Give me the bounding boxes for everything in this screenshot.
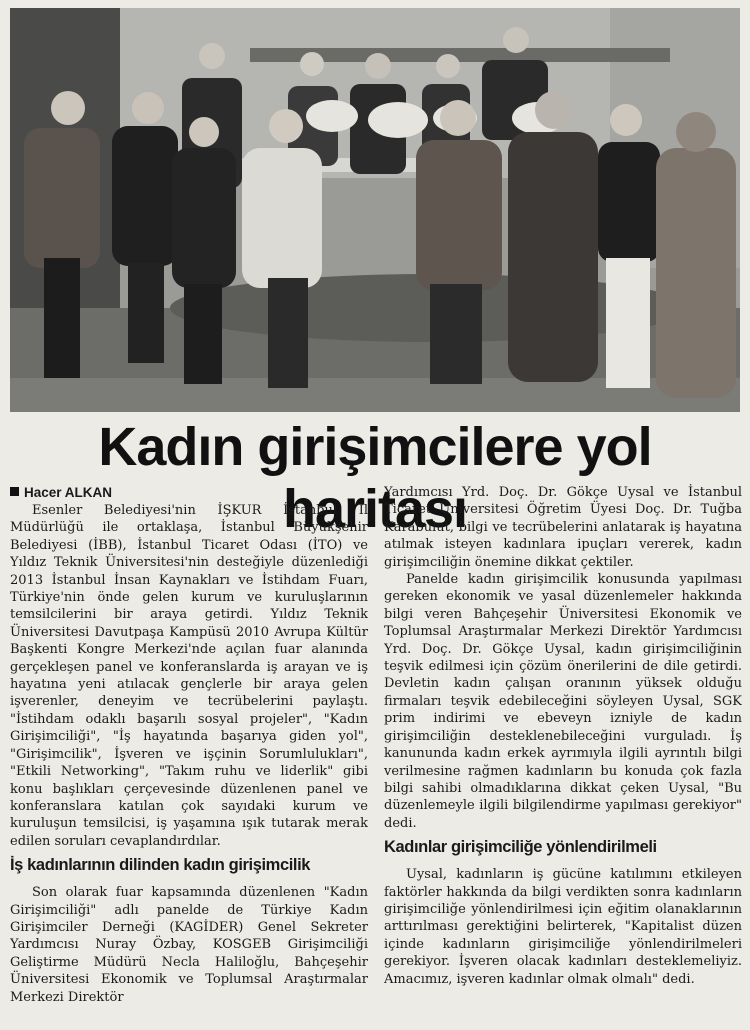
- left-column: [10, 484, 368, 1024]
- right-subheading: Kadınlar girişimciliğe yönlendirilmeli: [384, 838, 657, 857]
- right-paragraph-1: Yardımcısı Yrd. Doç. Dr. Gökçe Uysal ve İstanbul Ticaret Üniversitesi Öğretim Üyesi Doç. Dr. Tuğba Karabulut, bilgi ve tecrübelerini anlatarak iş hayatına atılmak isteyen kadınlara ipuçları vererek, kadın girişimciliğin önemine dikkat çektiler.: [384, 485, 742, 570]
- left-paragraph-2: Son olarak fuar kapsamında düzenlenen "Kadın Girişimciliği" adlı panelde de Türkiye Kadın Girişimciler Derneği (KAGİDER) Genel Sekreter Yardımcısı Nuray Özbay, KOSGEB Girişimciliği Geliştirme Müdürü Necla Haliloğlu, Bahçeşehir Üniversitesi Ekonomik ve Toplumsal Araştırmalar Merkezi Direktör: [10, 885, 368, 1005]
- group-photo: [10, 8, 740, 412]
- author-name: Hacer ALKAN: [24, 485, 113, 500]
- byline: [10, 484, 368, 502]
- right-paragraph-2: Panelde kadın girişimcilik konusunda yapılması gereken ekonomik ve yasal düzenlemeler hakkında bilgi veren Bahçeşehir Üniversitesi Ekonomik ve Toplumsal Araştırmalar Merkezi Direktör Yardımcısı Yrd. Doç. Dr. Gökçe Uysal, kadın girişimciliğinin teşvik edilmesi için çözüm önerilerini de dile getirdi. Devletin kadın çalışan oranının yüksek olduğu firmaları teşvik edebileceğini söyleyen Uysal, SGK prim indirimi ve ebeveyn izniyle de kadın girişimciliğin desteklenebileceğini vurguladı. İş kanununda kadın erkek ayrımıyla ilgili ayrıntılı bilgi verilmesine rağmen kadınların bu konuda çok fazla bilgi sahibi olmadıklarına dikkat çeken Uysal, "Bu düzenlemeyle ilgili bilgilendirme yapılması gerekiyor" dedi.: [384, 572, 742, 831]
- right-column: [384, 484, 742, 1024]
- byline-square-icon: [10, 487, 19, 496]
- left-subheading: İş kadınlarının dilinden kadın girişimcilik: [10, 856, 311, 875]
- left-paragraph-1: Esenler Belediyesi'nin İŞKUR İstanbul İl Müdürlüğü ile ortaklaşa, İstanbul Büyükşehir Belediyesi (İBB), İstanbul Ticaret Odası (İTO) ve Yıldız Teknik Üniversitesi'nin desteğiyle düzenlediği 2013 İstanbul İnsan Kaynakları ve İstihdam Fuarı, Türkiye'nin önde gelen kurum ve kuruluşlarının temsilcilerini bir araya getirdi. Yıldız Teknik Üniversitesi Davutpaşa Kampüsü 2010 Avrupa Kültür Başkenti Kongre Merkezi'nde açılan fuar alanında gerçekleşen panel ve konferanslarda iş arayan ve iş hayatına yeni atılacak gençlerle bir araya gelen işverenler, deneyim ve tecrübelerini paylaştı. "İstihdam odaklı başarılı sosyal projeler", "Kadın Girişimciliği", "İş hayatında başarıya giden yol", "Girişimcilik", İşveren ve işçinin Sorumlulukları", "Etkili Networking", "Takım ruhu ve liderlik" gibi konu başlıkları çerçevesinde düzenlenen panel ve konferanslara katılan çok sayıdaki kurum ve kuruluşun temsilcisi, iş yaşamına ışık tutarak merak edilen soruları cevaplandırdılar.: [10, 503, 368, 849]
- right-paragraph-3: Uysal, kadınların iş gücüne katılımını etkileyen faktörler hakkında da bilgi verdikten sonra kadınların girişimciliğe yönlendirilmesi için eğitim olanaklarının arttırılması gerektiğini belirterek, "Kapitalist düzen içinde kadınların girişimciliğe yönlendirilmeleri gerekiyor. İşveren olacak kadınları desteklemeliyiz. Amacımız, işveren kadınlar olmak olmalı" dedi.: [384, 867, 742, 987]
- article-photo: [10, 8, 740, 412]
- headline: Kadın girişimcilere yol haritası: [98, 417, 652, 539]
